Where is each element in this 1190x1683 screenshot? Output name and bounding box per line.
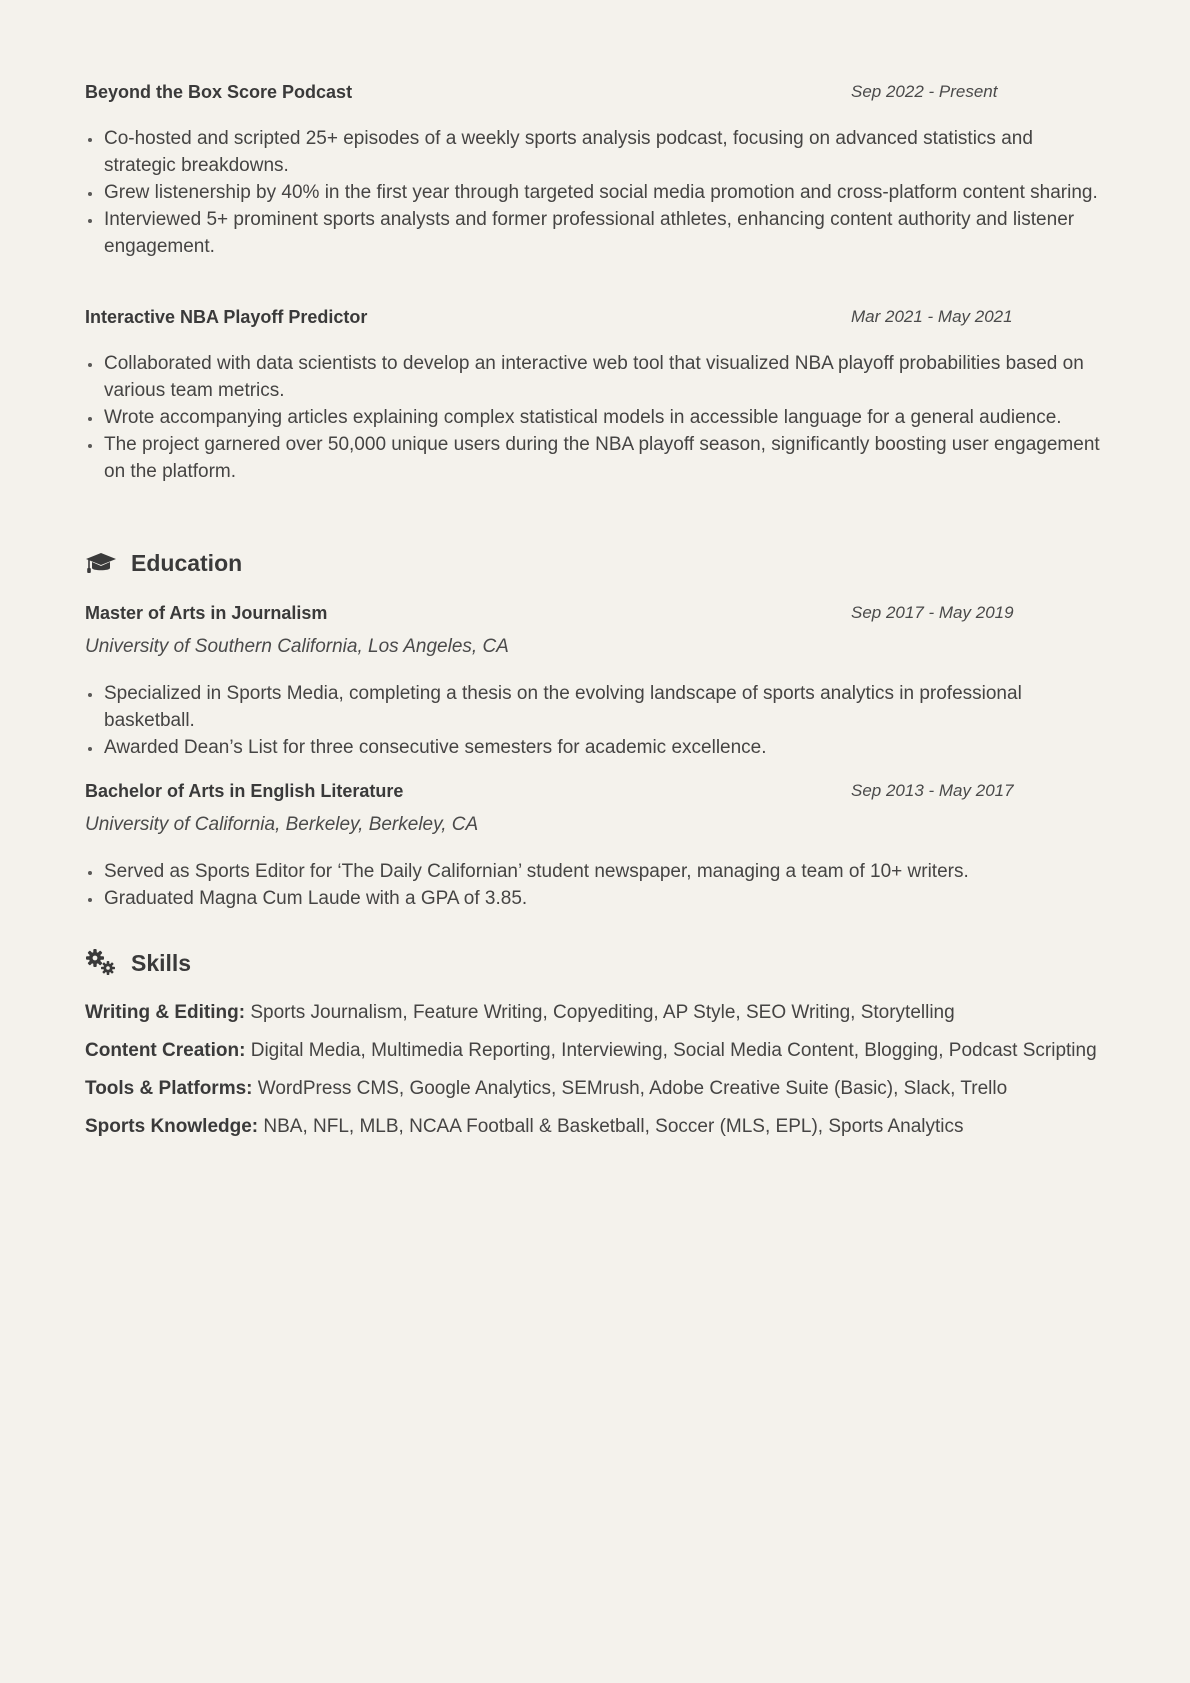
degree-title: Master of Arts in Journalism — [85, 603, 328, 623]
project-title: Beyond the Box Score Podcast — [85, 82, 353, 102]
project-title: Interactive NBA Playoff Predictor — [85, 307, 368, 327]
project-bullets — [85, 125, 1105, 260]
project-date: Mar 2021 - May 2021 — [851, 307, 1013, 326]
skill-value: NBA, NFL, MLB, NCAA Football & Basketball, Soccer (MLS, EPL), Sports Analytics — [258, 1116, 964, 1137]
list-item: Wrote accompanying articles explaining complex statistical models in accessible language for a general audience. — [85, 404, 1105, 431]
list-item: The project garnered over 50,000 unique users during the NBA playoff season, significantly boosting user engagement on the platform. — [85, 431, 1105, 485]
project-entry — [85, 78, 1105, 260]
project-bullets — [85, 350, 1105, 485]
skill-row — [85, 1037, 1105, 1064]
skill-label: Content Creation: — [85, 1040, 246, 1061]
skill-value: WordPress CMS, Google Analytics, SEMrush, Adobe Creative Suite (Basic), Slack, Trello — [252, 1078, 1008, 1099]
section-title: Skills — [131, 950, 192, 976]
entry-header — [85, 599, 1105, 627]
list-item: Graduated Magna Cum Laude with a GPA of 3.85. — [85, 885, 1105, 912]
list-item: Served as Sports Editor for ‘The Daily Californian’ student newspaper, managing a team of 10+ writers. — [85, 858, 1105, 885]
degree-bullets — [85, 858, 1105, 912]
graduation-cap-icon — [85, 548, 117, 578]
degree-title: Bachelor of Arts in English Literature — [85, 781, 404, 801]
list-item: Interviewed 5+ prominent sports analysts and former professional athletes, enhancing content authority and listener engagement. — [85, 206, 1105, 260]
skill-label: Writing & Editing: — [85, 1002, 246, 1023]
school-name: University of Southern California, Los Angeles, CA — [85, 636, 509, 657]
list-item: Collaborated with data scientists to develop an interactive web tool that visualized NBA playoff probabilities based on various team metrics. — [85, 350, 1105, 404]
list-item: Awarded Dean’s List for three consecutive semesters for academic excellence. — [85, 734, 1105, 761]
degree-date: Sep 2017 - May 2019 — [851, 603, 1014, 622]
list-item: Co-hosted and scripted 25+ episodes of a weekly sports analysis podcast, focusing on advanced statistics and strategic breakdowns. — [85, 125, 1105, 179]
list-item: Grew listenership by 40% in the first year through targeted social media promotion and cross-platform content sharing. — [85, 179, 1105, 206]
list-item: Specialized in Sports Media, completing a thesis on the evolving landscape of sports analytics in professional basketball. — [85, 680, 1105, 734]
skill-value: Sports Journalism, Feature Writing, Copyediting, AP Style, SEO Writing, Storytelling — [245, 1002, 955, 1023]
entry-header — [85, 303, 1105, 331]
education-heading — [85, 548, 485, 578]
skill-label: Sports Knowledge: — [85, 1116, 259, 1137]
entry-header — [85, 777, 1105, 805]
entry-header — [85, 78, 1105, 106]
skills-list — [85, 999, 1105, 1140]
school-name: University of California, Berkeley, Berkeley, CA — [85, 814, 479, 835]
skill-row — [85, 1113, 1105, 1140]
skill-label: Tools & Platforms: — [85, 1078, 253, 1099]
section-title: Education — [131, 550, 243, 576]
education-entry — [85, 777, 1105, 912]
education-entry — [85, 599, 1105, 761]
skill-row — [85, 999, 1105, 1026]
degree-bullets — [85, 680, 1105, 761]
skill-row — [85, 1075, 1105, 1102]
project-date: Sep 2022 - Present — [851, 82, 998, 101]
gears-icon — [85, 948, 117, 978]
project-entry — [85, 303, 1105, 485]
degree-date: Sep 2013 - May 2017 — [851, 781, 1014, 800]
skills-heading — [85, 948, 485, 978]
skill-value: Digital Media, Multimedia Reporting, Interviewing, Social Media Content, Blogging, Podcast Scripting — [245, 1040, 1097, 1061]
